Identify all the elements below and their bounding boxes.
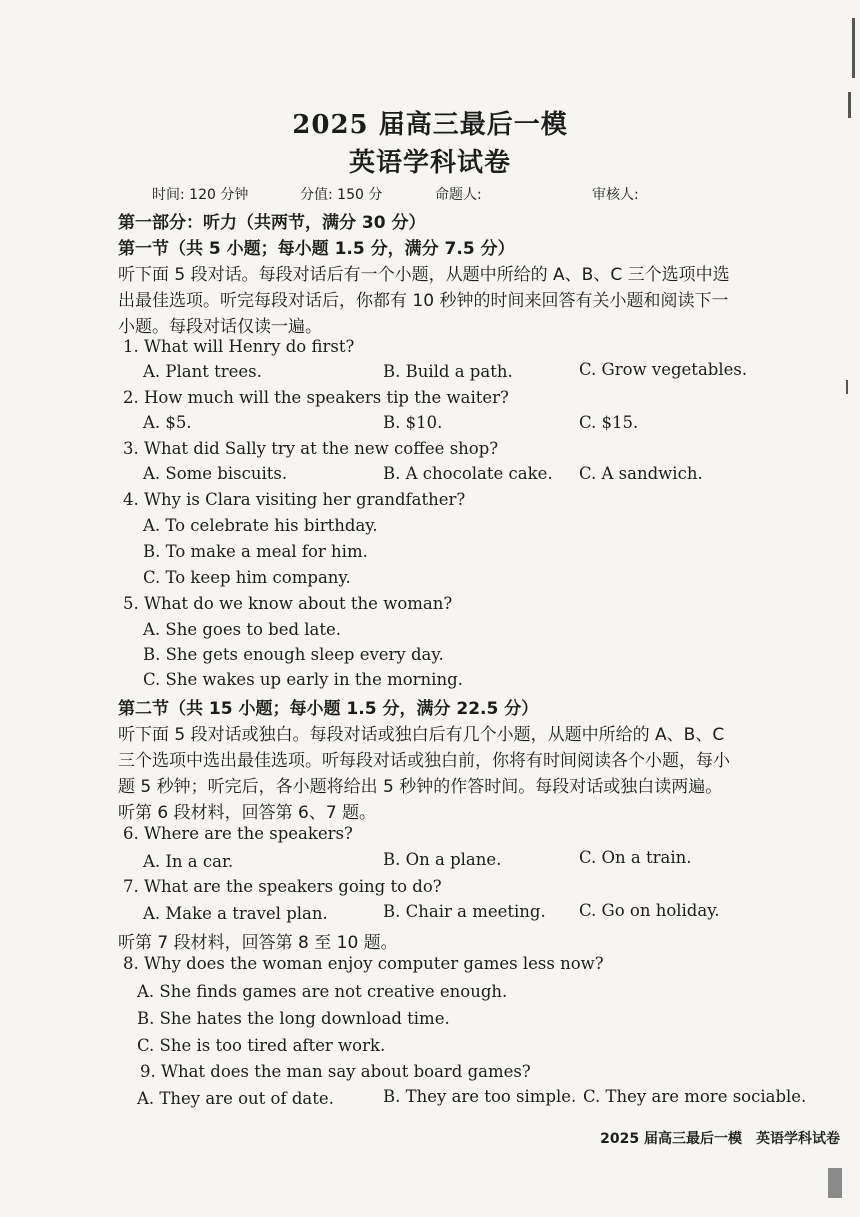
exam-score: 分值: 150 分 <box>300 187 383 203</box>
section1-instructions-line: 小题。每段对话仅读一遍。 <box>118 317 322 337</box>
option-c: C. On a train. <box>579 848 692 867</box>
option-a: A. In a car. <box>143 852 234 871</box>
option-b: B. To make a meal for him. <box>143 542 368 561</box>
exam-subject: 英语学科试卷 <box>348 148 511 178</box>
option-c: C. She wakes up early in the morning. <box>143 670 463 689</box>
scan-edge-mark <box>828 1168 842 1198</box>
option-b: B. A chocolate cake. <box>383 464 553 483</box>
option-b: B. They are too simple. <box>383 1087 577 1106</box>
question-text: 3. What did Sally try at the new coffee shop? <box>123 439 499 458</box>
exam-time: 时间: 120 分钟 <box>152 187 249 203</box>
section2-heading: 第二节（共 15 小题；每小题 1.5 分，满分 22.5 分） <box>118 699 539 719</box>
material-7-heading: 听第 7 段材料，回答第 8 至 10 题。 <box>118 933 398 953</box>
option-a: A. She finds games are not creative enough. <box>137 982 508 1001</box>
question-text: 5. What do we know about the woman? <box>123 594 453 613</box>
question-text: 7. What are the speakers going to do? <box>123 877 442 896</box>
question-text: 8. Why does the woman enjoy computer games less now? <box>123 954 604 973</box>
option-c: C. To keep him company. <box>143 568 351 587</box>
question-text: 6. Where are the speakers? <box>123 824 353 843</box>
question-text: 1. What will Henry do first? <box>123 337 355 356</box>
material-6-heading: 听第 6 段材料，回答第 6、7 题。 <box>118 803 377 823</box>
part1-heading: 第一部分：听力（共两节，满分 30 分） <box>118 213 426 233</box>
question-text: 4. Why is Clara visiting her grandfather? <box>123 490 466 509</box>
option-b: B. She gets enough sleep every day. <box>143 645 444 664</box>
option-b: B. Chair a meeting. <box>383 902 546 921</box>
option-c: C. She is too tired after work. <box>137 1036 386 1055</box>
option-c: C. They are more sociable. <box>583 1087 807 1106</box>
option-c: C. Grow vegetables. <box>579 360 748 379</box>
section1-instructions-line: 出最佳选项。听完每段对话后，你都有 10 秒钟的时间来回答有关小题和阅读下一 <box>118 291 729 311</box>
exam-reviewer: 审核人: <box>592 187 639 203</box>
question-text: 2. How much will the speakers tip the waiter? <box>123 388 509 407</box>
question-text: 9. What does the man say about board games? <box>140 1062 531 1081</box>
page-footer: 2025 届高三最后一模 英语学科试卷 <box>600 1131 840 1147</box>
scan-edge-mark <box>852 18 855 78</box>
option-b: B. $10. <box>383 413 443 432</box>
section2-instructions-line: 题 5 秒钟；听完后，各小题将给出 5 秒钟的作答时间。每段对话或独白读两遍。 <box>118 777 723 797</box>
option-a: A. Some biscuits. <box>143 464 288 483</box>
section1-heading: 第一节（共 5 小题；每小题 1.5 分，满分 7.5 分） <box>118 239 515 259</box>
section2-instructions-line: 听下面 5 段对话或独白。每段对话或独白后有几个小题，从题中所给的 A、B、C <box>118 725 725 745</box>
option-a: A. $5. <box>143 413 192 432</box>
option-c: C. $15. <box>579 413 639 432</box>
exam-setter: 命题人: <box>435 187 482 203</box>
option-b: B. Build a path. <box>383 362 513 381</box>
scan-edge-mark <box>846 380 848 394</box>
section1-instructions-line: 听下面 5 段对话。每段对话后有一个小题，从题中所给的 A、B、C 三个选项中选 <box>118 265 730 285</box>
option-c: C. Go on holiday. <box>579 901 720 920</box>
option-a: A. They are out of date. <box>137 1089 334 1108</box>
scan-edge-mark <box>848 92 851 118</box>
option-b: B. She hates the long download time. <box>137 1009 450 1028</box>
option-a: A. She goes to bed late. <box>143 620 342 639</box>
exam-title: 2025 届高三最后一模 <box>292 110 568 140</box>
option-a: A. To celebrate his birthday. <box>143 516 378 535</box>
option-c: C. A sandwich. <box>579 464 703 483</box>
section2-instructions-line: 三个选项中选出最佳选项。听每段对话或独白前，你将有时间阅读各个小题，每小 <box>118 751 730 771</box>
option-a: A. Plant trees. <box>143 362 262 381</box>
option-a: A. Make a travel plan. <box>143 904 328 923</box>
option-b: B. On a plane. <box>383 850 502 869</box>
